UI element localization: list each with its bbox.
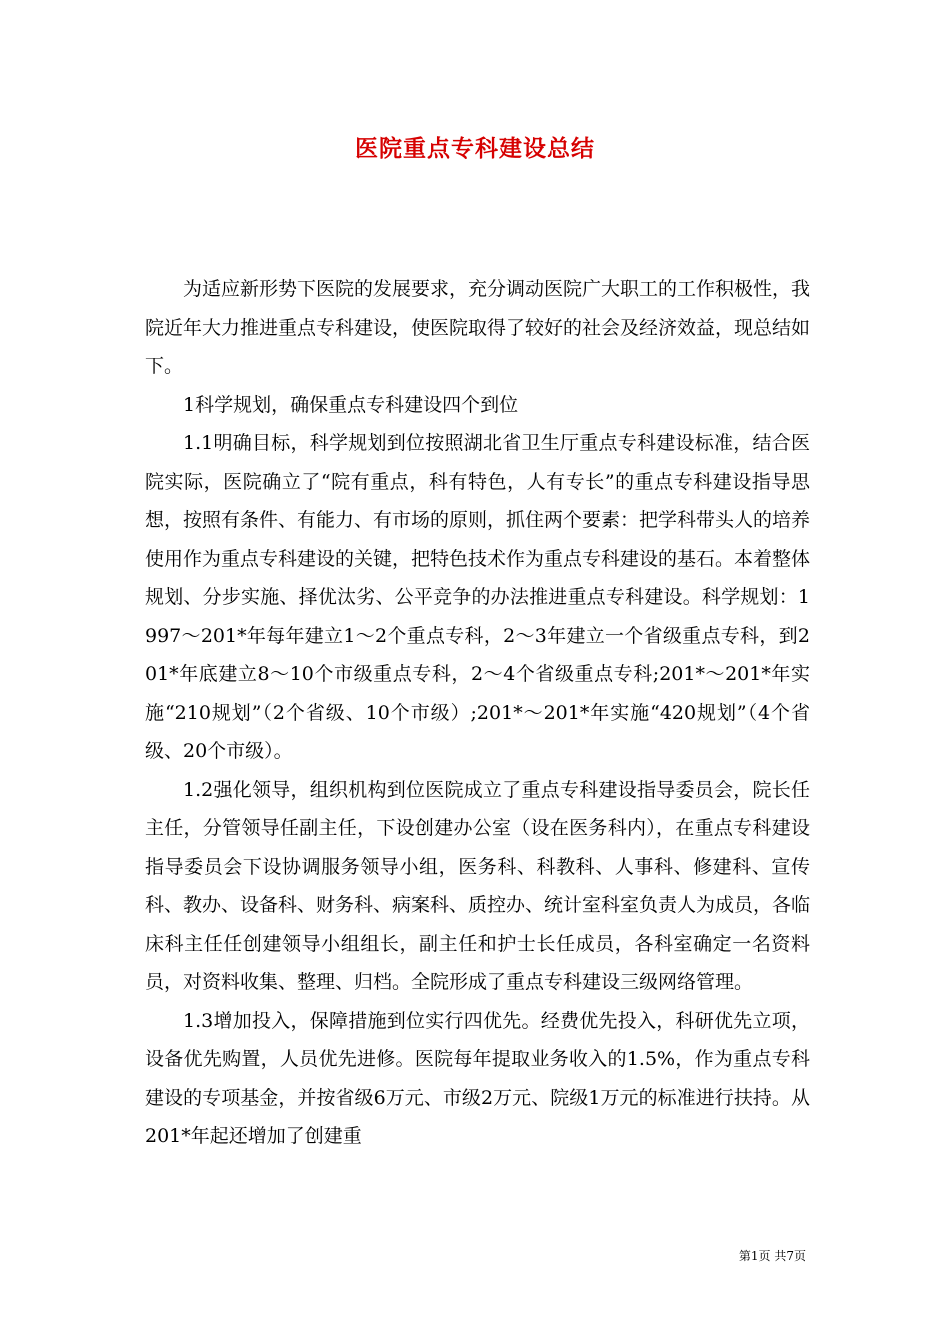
paragraph-1-1: 1.1明确目标，科学规划到位按照湖北省卫生厅重点专科建设标准，结合医院实际，医院确立了“院有重点，科有特色，人有专长”的重点专科建设指导思想，按照有条件、有能力、有市场的原则，抓住两个要素：把学科带头人的培养使用作为重点专科建设的关键，把特色技术作为重点专科建设的基石。本着整体规划、分步实施、择优汰劣、公平竞争的办法推进重点专科建设。科学规划：1997～201*年每年建立1～2个重点专科，2～3年建立一个省级重点专科，到201*年底建立8～10个市级重点专科，2～4个省级重点专科;201*～201*年实施“210规划”（2个省级、10个市级）;201*～201*年实施“420规划”（4个省级、20个市级）。	[145, 432, 811, 762]
section-heading-1: 1科学规划，确保重点专科建设四个到位	[183, 393, 519, 416]
page-number: 第1页 共7页	[738, 1249, 806, 1263]
paragraph-1-3: 1.3增加投入，保障措施到位实行四优先。经费优先投入，科研优先立项，设备优先购置，人员优先进修。医院每年提取业务收入的1.5%，作为重点专科建设的专项基金，并按省级6万元、市级2万元、院级1万元的标准进行扶持。从201*年起还增加了创建重	[145, 1009, 810, 1147]
paragraph-1-2: 1.2强化领导，组织机构到位医院成立了重点专科建设指导委员会，院长任主任，分管领导任副主任，下设创建办公室（设在医务科内），在重点专科建设指导委员会下设协调服务领导小组，医务科、科教科、人事科、修建科、宣传科、教办、设备科、财务科、病案科、质控办、统计室科室负责人为成员，各临床科主任任创建领导小组组长，副主任和护士长任成员，各科室确定一名资料员，对资料收集、整理、归档。全院形成了重点专科建设三级网络管理。	[145, 778, 811, 993]
document-body	[145, 270, 810, 1156]
document-title: 医院重点专科建设总结	[355, 135, 595, 162]
paragraph-intro: 为适应新形势下医院的发展要求，充分调动医院广大职工的工作积极性，我院近年大力推进重点专科建设，使医院取得了较好的社会及经济效益，现总结如下。	[145, 278, 811, 377]
